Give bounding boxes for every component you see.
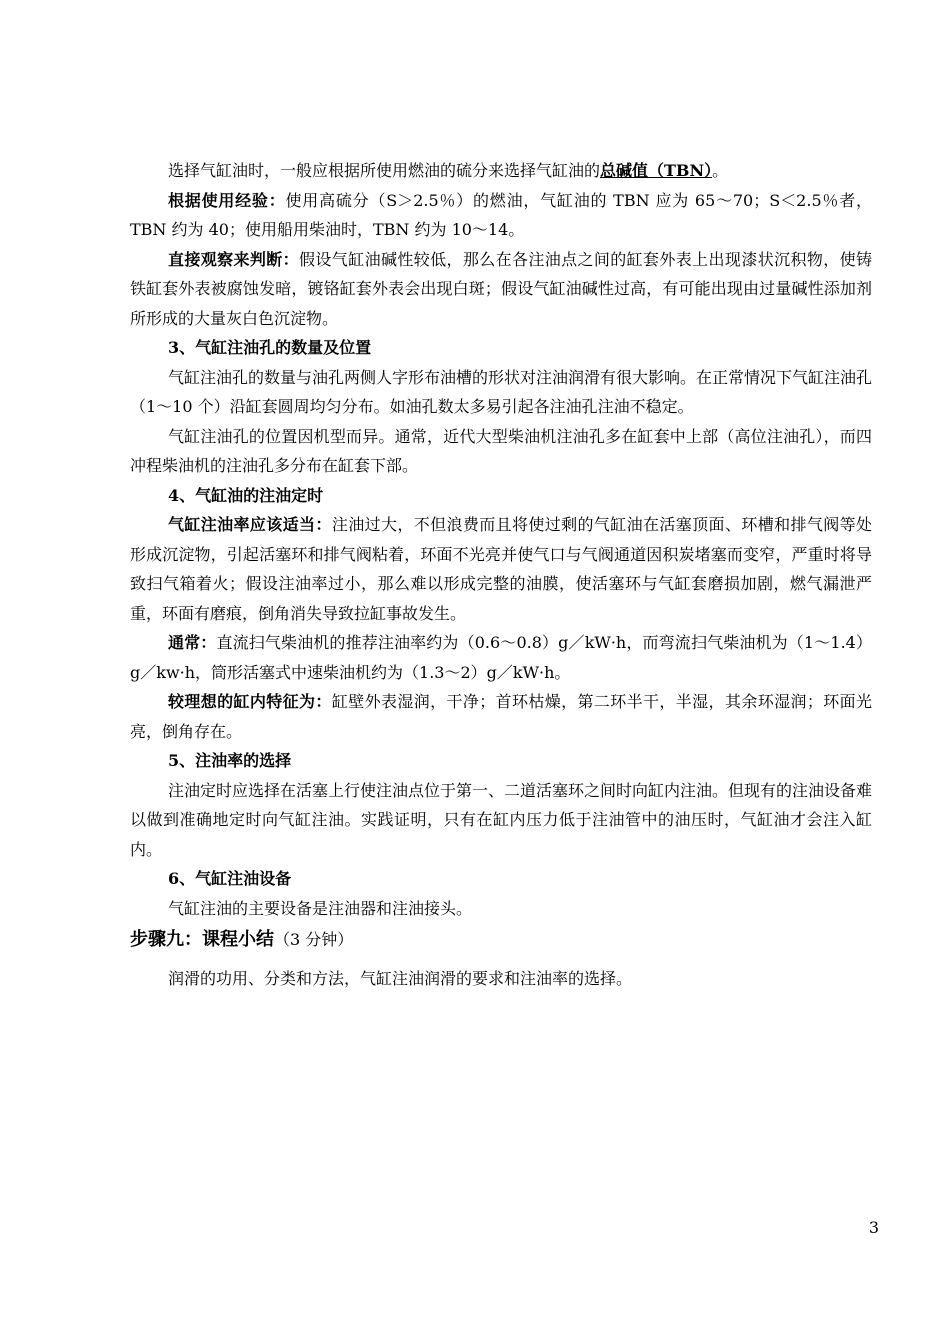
- text: 假设气缸油碱性较低，那么在各注油点之间的缸套外表上出现漆状沉积物，使铸铁缸套外表被腐蚀发暗，镀铬缸套外表会出现白斑；假设气缸油碱性过高，有可能出现由过量碱性添加剂所形成的大量灰白色沉淀物。: [130, 249, 872, 328]
- page-number: 3: [868, 1218, 879, 1237]
- paragraph-usual-rate: [130, 628, 872, 687]
- text: 使用高硫分（S＞2.5％）的燃油，气缸油的 TBN 应为 65～70；S＜2.5％者，TBN 约为 40；使用船用柴油时，TBN 约为 10～14。: [130, 190, 872, 239]
- step-time: （3 分钟）: [274, 930, 354, 949]
- underlined-term: 总碱值（TBN）: [600, 161, 713, 180]
- section-heading-3: 3、气缸注油孔的数量及位置: [168, 338, 372, 357]
- step-title: 步骤九：课程小结: [130, 929, 274, 950]
- paragraph-summary: 润滑的功用、分类和方法，气缸注油润滑的要求和注油率的选择。: [168, 969, 633, 988]
- bold-lead: 较理想的缸内特征为：: [168, 692, 332, 711]
- document-body: [130, 156, 872, 994]
- bold-lead: 根据使用经验：: [168, 190, 286, 210]
- paragraph-tbn-intro: [130, 156, 872, 186]
- text: 注油过大，不但浪费而且将使过剩的气缸油在活塞顶面、环槽和排气阀等处形成沉淀物，引起活塞环和排气阀粘着，环面不光亮并使气口与气阀通道因积炭堵塞而变窄，严重时将导致扫气箱着火；假设注油率过小，那么难以形成完整的油膜，使活塞环与气缸套磨损加剧，燃气漏泄严重，环面有磨痕，倒角消失导致拉缸事故发生。: [130, 515, 872, 623]
- section-heading-6: 6、气缸注油设备: [168, 869, 292, 888]
- bold-lead: 直接观察来判断：: [168, 249, 300, 269]
- paragraph-observation: [130, 245, 872, 334]
- step-heading: [130, 924, 872, 956]
- paragraph-hole-count: 气缸注油孔的数量与油孔两侧人字形布油槽的形状对注油润滑有很大影响。在正常情况下气缸注油孔（1～10 个）沿缸套圆周均匀分布。如油孔数太多易引起各注油孔注油不稳定。: [130, 367, 873, 416]
- paragraph-timing: 注油定时应选择在活塞上行使注油点位于第一、二道活塞环之间时向缸内注油。但现有的注油设备难以做到准确地定时向气缸注油。实践证明，只有在缸内压力低于注油管中的油压时，气缸油才会注入缸内。: [130, 780, 873, 859]
- text: 缸壁外表湿润，干净；首环枯燥，第二环半干，半湿，其余环湿润；环面光亮，倒角存在。: [130, 692, 872, 741]
- text: 。: [712, 161, 729, 180]
- section-heading-4: 4、气缸油的注油定时: [168, 485, 324, 505]
- paragraph-equipment: 气缸注油的主要设备是注油器和注油接头。: [168, 898, 473, 918]
- bold-lead: 气缸注油率应该适当：: [168, 515, 332, 534]
- bold-lead: 通常：: [168, 633, 217, 652]
- text: 直流扫气柴油机的推荐注油率约为（0.6～0.8）g／kW·h，而弯流扫气柴油机为（1～1.4）g／kw·h，筒形活塞式中速柴油机约为（1.3～2）g／kW·h。: [130, 633, 872, 682]
- paragraph-ideal-features: [130, 687, 872, 746]
- paragraph-experience: [130, 186, 872, 245]
- text: 选择气缸油时，一般应根据所使用燃油的硫分来选择气缸油的: [168, 161, 601, 180]
- paragraph-hole-position: 气缸注油孔的位置因机型而异。通常，近代大型柴油机注油孔多在缸套中上部（高位注油孔），而四冲程柴油机的注油孔多分布在缸套下部。: [130, 426, 872, 475]
- paragraph-injection-rate: [130, 510, 872, 628]
- section-heading-5: 5、注油率的选择: [168, 751, 292, 770]
